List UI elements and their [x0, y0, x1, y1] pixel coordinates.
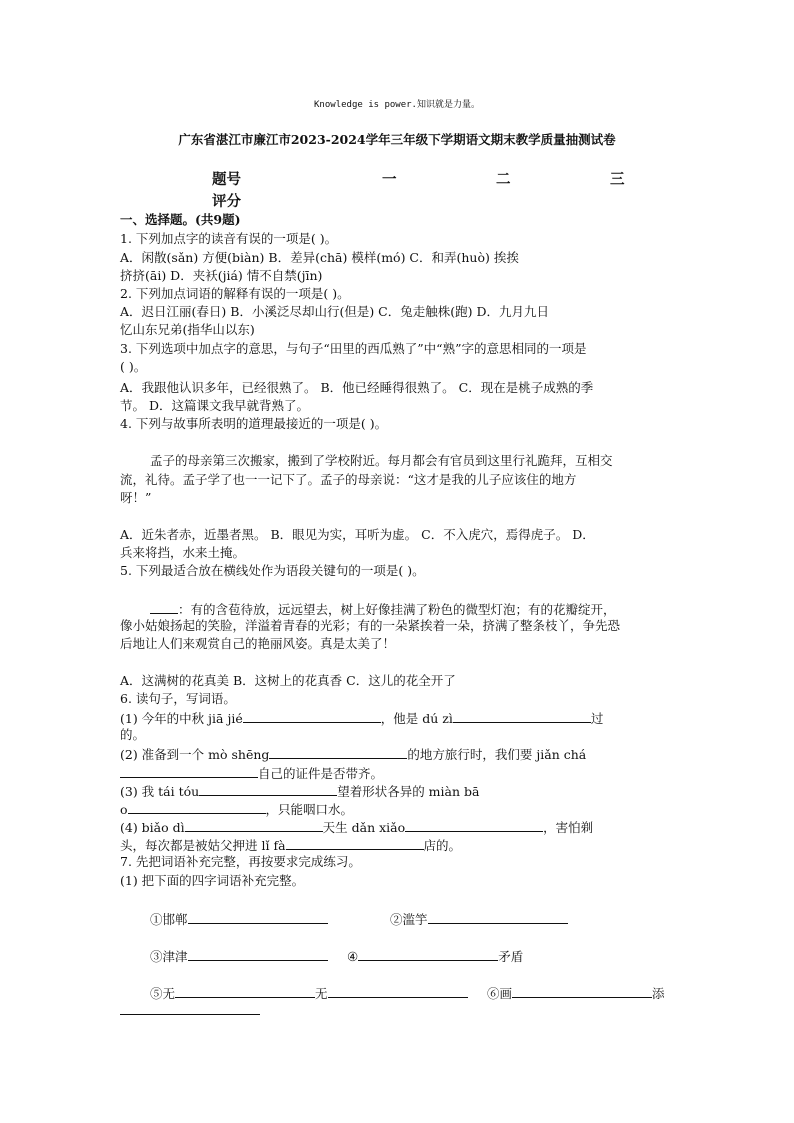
- section-heading: 一、选择题。(共9题): [120, 212, 241, 227]
- q5-stem: 5. 下列最适合放在横线处作为语段关键句的一项是( )。: [120, 563, 425, 578]
- score-table-col-3: 三: [610, 171, 625, 188]
- q7-item6-blank2[interactable]: [120, 1000, 260, 1015]
- q7-item6-blank1[interactable]: [512, 983, 652, 998]
- q7-stem: 7. 先把词语补充完整，再按要求完成练习。: [120, 854, 361, 869]
- q3-stem-cont: ( )。: [120, 359, 147, 374]
- q7-item4-blank[interactable]: [358, 946, 498, 961]
- q6-item4-text-e: 店的。: [423, 838, 462, 853]
- q7-item5-blank1[interactable]: [175, 983, 315, 998]
- q7-item2-blank[interactable]: [428, 909, 568, 924]
- q6-item3-text-d: ，只能咽口水。: [265, 802, 354, 817]
- q7-item5-text-b: 无: [315, 986, 328, 1001]
- q6-item2-blank2[interactable]: [120, 763, 258, 778]
- q6-item4: [120, 817, 593, 837]
- q4-options-line1: A．近朱者赤，近墨者黑。 B．眼见为实，耳听为虚。 C．不入虎穴，焉得虎子。 D．: [120, 527, 595, 542]
- q4-stem: 4. 下列与故事所表明的道理最接近的一项是( )。: [120, 416, 388, 431]
- q6-item2-text-a: (2) 准备到一个 mò shēng: [120, 747, 270, 762]
- q6-item3-text-c: o: [120, 802, 128, 817]
- q6-item4-blank2[interactable]: [405, 817, 543, 832]
- q1-stem: 1. 下列加点字的读音有误的一项是( )。: [120, 231, 338, 246]
- q5-passage-line2: 像小姑娘扬起的笑脸，洋溢着青春的光彩；有的一朵紧挨着一朵，挤满了整条枝丫，争先恐: [120, 618, 621, 633]
- q5-passage-text: ：有的含苞待放，远远望去，树上好像挂满了粉色的微型灯泡；有的花瓣绽开，: [178, 602, 616, 617]
- q7-item3-blank[interactable]: [188, 946, 328, 961]
- q4-passage-line3: 呀！”: [120, 490, 152, 505]
- q6-item2-cont: [120, 763, 383, 783]
- q7-item2-text: ②滥竽: [390, 912, 428, 927]
- q7-item4-text-b: 矛盾: [498, 949, 524, 964]
- q7-item6: [487, 983, 665, 1003]
- q6-item3-blank1[interactable]: [199, 781, 337, 796]
- q6-item3-cont: [120, 799, 353, 819]
- q6-stem: 6. 读句子，写词语。: [120, 691, 236, 706]
- q7-item5-blank2[interactable]: [328, 983, 468, 998]
- q7-item4-text-a: ④: [347, 949, 359, 964]
- q6-item1-text-a: (1) 今年的中秋 jiā jié: [120, 711, 243, 726]
- q7-item5-text-a: ⑤无: [150, 986, 176, 1001]
- q7-item6-cont: [120, 1000, 260, 1020]
- q5-passage-line1: [150, 599, 616, 619]
- q5-options: A．这满树的花真美 B．这树上的花真香 C．这儿的花全开了: [120, 673, 456, 688]
- q6-item1: [120, 708, 603, 728]
- q6-item1-text-c: 过: [590, 711, 604, 726]
- q3-options-line2: 节。 D．这篇课文我早就背熟了。: [120, 398, 309, 413]
- header-note: Knowledge is power.知识就是力量。: [314, 100, 480, 110]
- q6-item3: [120, 781, 479, 801]
- q4-options-line2: 兵来将挡，水来土掩。: [120, 545, 246, 560]
- q6-item4-cont: [120, 835, 461, 855]
- q6-item2-blank1[interactable]: [269, 744, 407, 759]
- q6-item1-blank1[interactable]: [243, 708, 381, 723]
- q7-item3-text: ③津津: [150, 949, 188, 964]
- score-table-col-1: 一: [382, 171, 397, 188]
- q2-options-line2: 忆山东兄弟(指华山以东): [120, 322, 255, 337]
- q7-item2: [390, 909, 568, 929]
- q4-passage-line1: 孟子的母亲第三次搬家，搬到了学校附近。每月都会有官员到这里行礼跪拜，互相交: [150, 453, 613, 468]
- q6-item4-blank3[interactable]: [286, 835, 424, 850]
- q3-stem: 3. 下列选项中加点字的意思，与句子“田里的西瓜熟了”中“熟”字的意思相同的一项是: [120, 341, 587, 356]
- q7-item1-text: ①邯郸: [150, 912, 188, 927]
- q6-item3-text-a: (3) 我 tái tóu: [120, 784, 200, 799]
- q7-item1: [150, 909, 328, 929]
- q6-item2: [120, 744, 586, 764]
- q6-item2-text-b: 的地方旅行时，我们要 jiǎn chá: [407, 747, 587, 762]
- q7-item6-text-b: 添: [652, 986, 665, 1001]
- q2-stem: 2. 下列加点词语的解释有误的一项是( )。: [120, 286, 350, 301]
- q3-options-line1: A．我跟他认识多年，已经很熟了。 B．他已经睡得很熟了。 C．现在是桃子成熟的季: [120, 380, 594, 395]
- q1-options-line1: A．闲散(sǎn) 方便(biàn) B．差异(chā) 模样(mó) C．和弄(huò) 挨挨: [120, 250, 519, 265]
- q4-passage-line2: 流，礼待。孟子学了也一一记下了。孟子的母亲说：“这才是我的儿子应该住的地方: [120, 472, 577, 487]
- score-table-qnum-label: 题号: [212, 171, 241, 188]
- score-table-score-label: 评分: [212, 193, 241, 210]
- q6-item3-blank2[interactable]: [128, 799, 266, 814]
- q7-sub1: (1) 把下面的四字词语补充完整。: [120, 873, 305, 888]
- score-table-col-2: 二: [496, 171, 511, 188]
- q1-options-line2: 挤挤(āi) D．夹袄(jiá) 情不自禁(jīn): [120, 268, 323, 283]
- q6-item4-text-d: 头，每次都是被姑父押进 lǐ fà: [120, 838, 286, 853]
- q6-item3-text-b: 望着形状各异的 miàn bā: [337, 784, 480, 799]
- q6-item1-text-b: ，他是 dú zì: [380, 711, 453, 726]
- q7-item6-text-a: ⑥画: [487, 986, 513, 1001]
- q6-item4-blank1[interactable]: [185, 817, 323, 832]
- q2-options-line1: A．迟日江丽(春日) B．小溪泛尽却山行(但是) C．兔走触株(跑) D．九月九日: [120, 304, 549, 319]
- q6-item4-text-b: 天生 dǎn xiǎo: [322, 820, 406, 835]
- q6-item4-text-c: ，害怕剃: [543, 820, 594, 835]
- q6-item1-blank2[interactable]: [453, 708, 591, 723]
- q5-blank[interactable]: [150, 599, 178, 614]
- q7-item3: [150, 946, 328, 966]
- q6-item4-text-a: (4) biǎo dì: [120, 820, 185, 835]
- q7-item4: [347, 946, 523, 966]
- q5-passage-line3: 后地让人们来观赏自己的艳丽风姿。真是太美了！: [120, 636, 396, 651]
- q6-item1-cont: 的。: [120, 727, 146, 742]
- page-title: 广东省湛江市廉江市2023-2024学年三年级下学期语文期末教学质量抽测试卷: [178, 132, 616, 147]
- q7-item1-blank[interactable]: [188, 909, 328, 924]
- q6-item2-text-c: 自己的证件是否带齐。: [258, 766, 384, 781]
